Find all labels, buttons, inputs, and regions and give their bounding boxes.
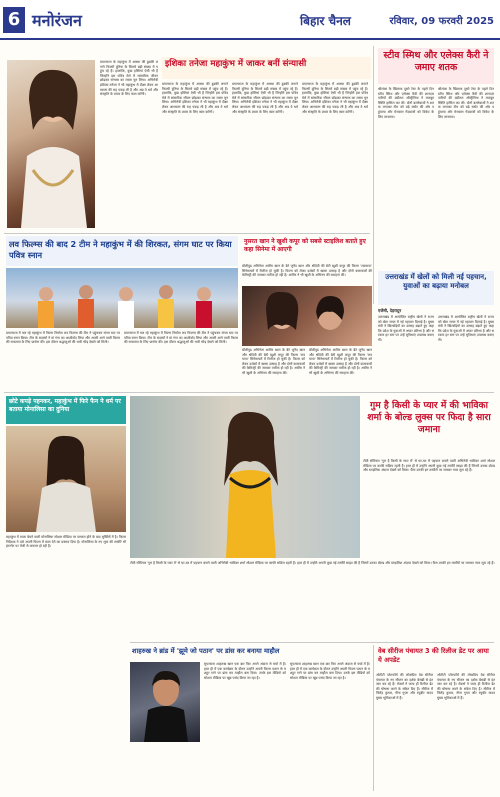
story7-headline-box [363, 398, 495, 456]
story1-body-col1: प्रयागराज के महाकुंभ में आस्था की डुबकी लगाने फिल्मी दुनिया के सितारे बड़ी संख्या में पहुंच रहे हैं। हालांकि, कुछ हस्तियां ऐसी भी हैं जिन्होंने इस पवित्र मेले में सांसारिक जीवन छोड़कर संन्यास का रास्ता चुन लिया। अभिनेत्री इशिका तनेजा ने भी महाकुंभ में दीक्षा लेकर आध्यात्म की राह पकड़ ली है और अब वे धर्म और संस्कृति के प्रचार के लिए काम करेंगी। [100, 60, 158, 97]
story5-body-top: बॉलीवुड अभिनेता आमिर खान के बेटे जुनैद खान और श्रीदेवी की बेटी खुशी कपूर की फिल्म 'लवयापा' सिनेमाघरों में रिलीज हो चुकी है। फिल्म को लेकर दर्शकों में खासा उत्साह है और दोनों कलाकारों की केमिस्ट्री की जमकर तारीफ हो रही है। आमिर ने भी खुशी के अभिनय की सराहना की। [242, 264, 372, 278]
column-divider [373, 46, 374, 304]
story3-body-col2: उत्तराखंड में आयोजित राष्ट्रीय खेलों ने राज्य को खेल जगत में नई पहचान दिलाई है। मुख्यमंत्री ने खिलाड़ियों का उत्साह बढ़ाते हुए कहा कि प्रदेश के युवाओं में अपार प्रतिभा है और सरकार हर स्तर पर उन्हें सुविधाएं उपलब्ध कराएगी। [438, 315, 494, 342]
story3-headline-box [378, 271, 494, 305]
story2-body-col1: श्रीलंका के खिलाफ दूसरे टेस्ट के पहले दिन स्टीव स्मिथ और एलेक्स कैरी की शानदार पारियों की बदौलत ऑस्ट्रेलिया ने मजबूत स्थिति हासिल कर ली। दोनों बल्लेबाजों ने शतक लगाकर टीम को बड़े स्कोर की ओर पहुंचाया और मेजबान गेंदबाजों को विकेट के लिए तरसाया। [378, 87, 434, 119]
row-divider [4, 233, 370, 234]
bhavika-sharma-photo [130, 396, 360, 558]
story1-body-col3: प्रयागराज के महाकुंभ में आस्था की डुबकी लगाने फिल्मी दुनिया के सितारे बड़ी संख्या में पहुंच रहे हैं। हालांकि, कुछ हस्तियां ऐसी भी हैं जिन्होंने इस पवित्र मेले में सांसारिक जीवन छोड़कर संन्यास का रास्ता चुन लिया। अभिनेत्री इशिका तनेजा ने भी महाकुंभ में दीक्षा लेकर आध्यात्म की राह पकड़ ली है और अब वे धर्म और संस्कृति के प्रचार के लिए काम करेंगी। [232, 82, 298, 114]
row-divider [4, 392, 494, 393]
actress-photo [7, 60, 95, 228]
story9-body-col2: ओटीटी प्लेटफॉर्म की लोकप्रिय वेब सीरीज पंचायत के नए सीजन का दर्शक बेसब्री से इंतजार कर रहे हैं। मेकर्स ने जल्द ही रिलीज डेट की घोषणा करने के संकेत दिए हैं। सीरीज में जितेंद्र कुमार, नीना गुप्ता और रघुबीर यादव मुख्य भूमिकाओं में हैं। [437, 673, 495, 700]
story5-body-col1: बॉलीवुड अभिनेता आमिर खान के बेटे जुनैद खान और श्रीदेवी की बेटी खुशी कपूर की फिल्म 'लवयापा' सिनेमाघरों में रिलीज हो चुकी है। फिल्म को लेकर दर्शकों में खासा उत्साह है और दोनों कलाकारों की केमिस्ट्री की जमकर तारीफ हो रही है। आमिर ने भी खुशी के अभिनय की सराहना की। [242, 348, 305, 375]
story4-body-col1: प्रयागराज में चल रहे महाकुंभ में फिल्म निर्माता लव फिल्म्स की टीम ने पहुंचकर संगम घाट पर पवित्र स्नान किया। टीम के सदस्यों ने मां गंगा का आशीर्वाद लिया और अपनी आने वाली फिल्म की सफलता के लिए प्रार्थना की। इस दौरान श्रद्धालुओं की भारी भीड़ देखने को मिली। [6, 331, 120, 345]
story8-headline-box [130, 645, 370, 659]
story7-body-bottom: टीवी सीरियल 'गुम है किसी के प्यार में' से घर-घर में पहचान बनाने वाली अभिनेत्री भाविका शर्मा सोशल मीडिया पर काफी सक्रिय रहती हैं। हाल ही में उन्होंने अपनी कुछ नई तस्वीरें साझा की हैं जिनमें उनका बोल्ड और स्टाइलिश अंदाज देखने को मिला। फैंस उनकी इन तस्वीरों पर जमकर प्यार लुटा रहे हैं। [130, 561, 495, 565]
row-divider [130, 642, 494, 643]
story8-headline: शाहरुख ने ब्रांड में 'झूमे जो पठान' पर डांस कर बनाया माहौल [132, 647, 280, 655]
film-team-photo [6, 268, 238, 328]
story2-body-col2: श्रीलंका के खिलाफ दूसरे टेस्ट के पहले दिन स्टीव स्मिथ और एलेक्स कैरी की शानदार पारियों की बदौलत ऑस्ट्रेलिया ने मजबूत स्थिति हासिल कर ली। दोनों बल्लेबाजों ने शतक लगाकर टीम को बड़े स्कोर की ओर पहुंचाया और मेजबान गेंदबाजों को विकेट के लिए तरसाया। [438, 87, 494, 119]
newspaper-name: बिहार चैनल [300, 14, 351, 28]
story3-body-col1: उत्तराखंड में आयोजित राष्ट्रीय खेलों ने राज्य को खेल जगत में नई पहचान दिलाई है। मुख्यमंत्री ने खिलाड़ियों का उत्साह बढ़ाते हुए कहा कि प्रदेश के युवाओं में अपार प्रतिभा है और सरकार हर स्तर पर उन्हें सुविधाएं उपलब्ध कराएगी। [378, 315, 434, 342]
story6-body: महाकुंभ में माला बेचने वाली मोनालिसा सोशल मीडिया पर वायरल होने के बाद सुर्खियों में है। फिल्म निर्देशक ने उसे अपनी फिल्म में काम देने का प्रस्ताव दिया है। मोनालिसा के नए लुक की तस्वीरें भी इंटरनेट पर तेजी से वायरल हो रही हैं। [6, 535, 126, 549]
story1-headline-box [162, 57, 371, 79]
masthead [0, 0, 500, 40]
story3-headline: उत्तराखंड में खेलों को मिली नई पहचान, युवाओं का बढ़ाया मनोबल [385, 273, 487, 290]
story3-byline: एजेंसी, देहरादून [378, 308, 402, 313]
story6-headline: छोटे कपड़े पहनकर, महाकुंभ में फिरे फैन ने धर्म पर बताया मोनालिसा का दुनिया [9, 398, 121, 413]
story9-headline-box [376, 645, 495, 671]
story5-body-col2: बॉलीवुड अभिनेता आमिर खान के बेटे जुनैद खान और श्रीदेवी की बेटी खुशी कपूर की फिल्म 'लवयापा' सिनेमाघरों में रिलीज हो चुकी है। फिल्म को लेकर दर्शकों में खासा उत्साह है और दोनों कलाकारों की केमिस्ट्री की जमकर तारीफ हो रही है। आमिर ने भी खुशी के अभिनय की सराहना की। [309, 348, 372, 375]
story2-headline-box [378, 48, 494, 84]
story4-headline-box [6, 236, 238, 266]
story7-headline: गुम है किसी के प्यार में की भाविका शर्मा के बोल्ड लुक्स पर फिदा है सारा जमाना [367, 400, 491, 435]
story3-byline-box [378, 308, 494, 314]
page-number: 6 [3, 7, 25, 33]
monalisa-photo [6, 426, 126, 532]
shahrukh-photo [130, 662, 200, 742]
story5-headline: नुसरत खान ने खुशी कपूर को सबसे स्टाइलिश बताते हुए कहा सिनेमा में आएगी [244, 238, 366, 253]
section-name: मनोरंजन [32, 11, 82, 30]
story2-headline: स्टीव स्मिथ और एलेक्स कैरी ने जमाए शतक [383, 50, 489, 73]
story8-body-col2: सुपरस्टार शाहरुख खान एक बार फिर अपने अंदाज से चर्चा में हैं। हाल ही में एक कार्यक्रम के दौरान उन्होंने अपनी फिल्म पठान के मशहूर गाने पर डांस कर माहौल बना दिया। उनके इस वीडियो को सोशल मीडिया पर खूब पसंद किया जा रहा है। [290, 662, 370, 680]
story4-body-col2: प्रयागराज में चल रहे महाकुंभ में फिल्म निर्माता लव फिल्म्स की टीम ने पहुंचकर संगम घाट पर पवित्र स्नान किया। टीम के सदस्यों ने मां गंगा का आशीर्वाद लिया और अपनी आने वाली फिल्म की सफलता के लिए प्रार्थना की। इस दौरान श्रद्धालुओं की भारी भीड़ देखने को मिली। [124, 331, 238, 345]
story6-headline-box [6, 396, 126, 424]
story7-body-right: टीवी सीरियल 'गुम है किसी के प्यार में' से घर-घर में पहचान बनाने वाली अभिनेत्री भाविका शर्मा सोशल मीडिया पर काफी सक्रिय रहती हैं। हाल ही में उन्होंने अपनी कुछ नई तस्वीरें साझा की हैं जिनमें उनका बोल्ड और स्टाइलिश अंदाज देखने को मिला। फैंस उनकी इन तस्वीरों पर जमकर प्यार लुटा रहे हैं। [363, 459, 495, 473]
story5-headline-box [242, 236, 372, 262]
story8-body-col1: सुपरस्टार शाहरुख खान एक बार फिर अपने अंदाज से चर्चा में हैं। हाल ही में एक कार्यक्रम के दौरान उन्होंने अपनी फिल्म पठान के मशहूर गाने पर डांस कर माहौल बना दिया। उनके इस वीडियो को सोशल मीडिया पर खूब पसंद किया जा रहा है। [204, 662, 286, 680]
story9-headline: वेब सीरीज पंचायत 3 की रिलीज डेट पर आया ये अपडेट [378, 647, 489, 664]
issue-date: रविवार, 09 फरवरी 2025 [389, 16, 494, 27]
story1-body-col2: प्रयागराज के महाकुंभ में आस्था की डुबकी लगाने फिल्मी दुनिया के सितारे बड़ी संख्या में पहुंच रहे हैं। हालांकि, कुछ हस्तियां ऐसी भी हैं जिन्होंने इस पवित्र मेले में सांसारिक जीवन छोड़कर संन्यास का रास्ता चुन लिया। अभिनेत्री इशिका तनेजा ने भी महाकुंभ में दीक्षा लेकर आध्यात्म की राह पकड़ ली है और अब वे धर्म और संस्कृति के प्रचार के लिए काम करेंगी। [162, 82, 228, 114]
khushi-kapoor-photo [242, 286, 372, 346]
column-divider [373, 645, 374, 791]
story1-body-col4: प्रयागराज के महाकुंभ में आस्था की डुबकी लगाने फिल्मी दुनिया के सितारे बड़ी संख्या में पहुंच रहे हैं। हालांकि, कुछ हस्तियां ऐसी भी हैं जिन्होंने इस पवित्र मेले में सांसारिक जीवन छोड़कर संन्यास का रास्ता चुन लिया। अभिनेत्री इशिका तनेजा ने भी महाकुंभ में दीक्षा लेकर आध्यात्म की राह पकड़ ली है और अब वे धर्म और संस्कृति के प्रचार के लिए काम करेंगी। [302, 82, 368, 114]
story9-body-col1: ओटीटी प्लेटफॉर्म की लोकप्रिय वेब सीरीज पंचायत के नए सीजन का दर्शक बेसब्री से इंतजार कर रहे हैं। मेकर्स ने जल्द ही रिलीज डेट की घोषणा करने के संकेत दिए हैं। सीरीज में जितेंद्र कुमार, नीना गुप्ता और रघुबीर यादव मुख्य भूमिकाओं में हैं। [376, 673, 433, 700]
story1-headline: इशिका तनेजा महाकुंभ में जाकर बनीं संन्यासी [165, 59, 307, 69]
story4-headline: लव फिल्म्स की बाद 2 टीम ने महाकुंभ में की शिरकत, संगम घाट पर किया पवित्र स्नान [9, 239, 232, 260]
